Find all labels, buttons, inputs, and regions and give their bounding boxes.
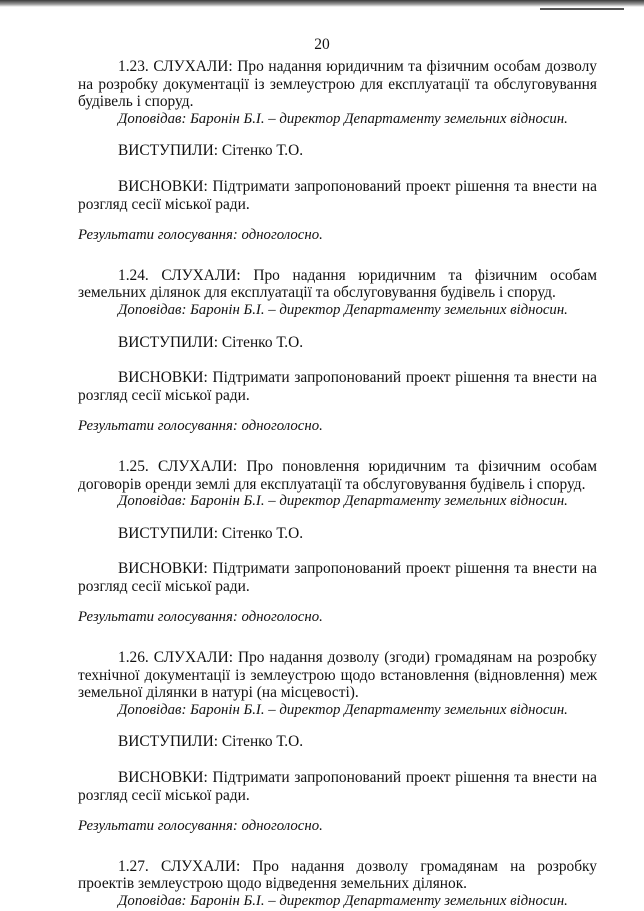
agenda-item-1-25 [78, 458, 597, 627]
heard-paragraph: 1.23. СЛУХАЛИ: Про надання юридичним та фізичним особам дозволу на розробку документації із землеустрою для експлуатації та обслуговування будівель і споруд. [78, 58, 597, 111]
spoke-line: ВИСТУПИЛИ: Сітенко Т.О. [118, 733, 304, 751]
heard-paragraph: 1.27. СЛУХАЛИ: Про надання дозволу громадянам на розробку проектів землеустрою щодо відведення земельних ділянок. [78, 857, 597, 893]
scan-edge-mark [540, 8, 624, 10]
conclusions-paragraph: ВИСНОВКИ: Підтримати запропонований проект рішення та внести на розгляд сесії міської ради. [78, 177, 597, 213]
speaker-line: Доповідав: Баронін Б.І. – директор Департаменту земельних відносин. [118, 493, 568, 510]
speaker-line: Доповідав: Баронін Б.І. – директор Департаменту земельних відносин. [118, 893, 568, 909]
voting-results: Результати голосування: одноголосно. [78, 227, 323, 244]
speaker-line: Доповідав: Баронін Б.І. – директор Департаменту земельних відносин. [118, 701, 568, 718]
agenda-item-1-26 [78, 649, 597, 836]
conclusions-paragraph: ВИСНОВКИ: Підтримати запропонований проект рішення та внести на розгляд сесії міської ради. [78, 369, 597, 404]
conclusions-paragraph: ВИСНОВКИ: Підтримати запропонований проект рішення та внести на розгляд сесії міської ради. [78, 560, 597, 595]
page-number: 20 [314, 36, 330, 53]
scan-top-edge [0, 0, 644, 7]
speaker-line: Доповідав: Баронін Б.І. – директор Департаменту земельних відносин. [118, 110, 568, 127]
heard-paragraph: 1.26. СЛУХАЛИ: Про надання дозволу (згоди) громадянам на розробку технічної документації із землеустрою щодо встановлення (відновлення) меж земельної ділянки в натурі (на місцевості). [78, 649, 597, 702]
heard-paragraph: 1.25. СЛУХАЛИ: Про поновлення юридичним та фізичним особам договорів оренди землі для експлуатації та обслуговування будівель і споруд. [78, 457, 597, 493]
agenda-item-1-24 [78, 267, 597, 436]
minutes-content [78, 58, 597, 911]
speaker-line: Доповідав: Баронін Б.І. – директор Департаменту земельних відносин. [118, 301, 568, 318]
spoke-line: ВИСТУПИЛИ: Сітенко Т.О. [118, 524, 304, 542]
conclusions-paragraph: ВИСНОВКИ: Підтримати запропонований проект рішення та внести на розгляд сесії міської ради. [78, 769, 597, 804]
voting-results: Результати голосування: одноголосно. [78, 418, 323, 435]
heard-paragraph: 1.24. СЛУХАЛИ: Про надання юридичним та фізичним особам земельних ділянок для експлуатації та обслуговування будівель і споруд. [78, 266, 597, 302]
agenda-item-1-23 [78, 58, 597, 245]
voting-results: Результати голосування: одноголосно. [78, 609, 323, 626]
spoke-line: ВИСТУПИЛИ: Сітенко Т.О. [118, 142, 304, 160]
voting-results: Результати голосування: одноголосно. [78, 818, 323, 835]
spoke-line: ВИСТУПИЛИ: Сітенко Т.О. [118, 333, 304, 351]
